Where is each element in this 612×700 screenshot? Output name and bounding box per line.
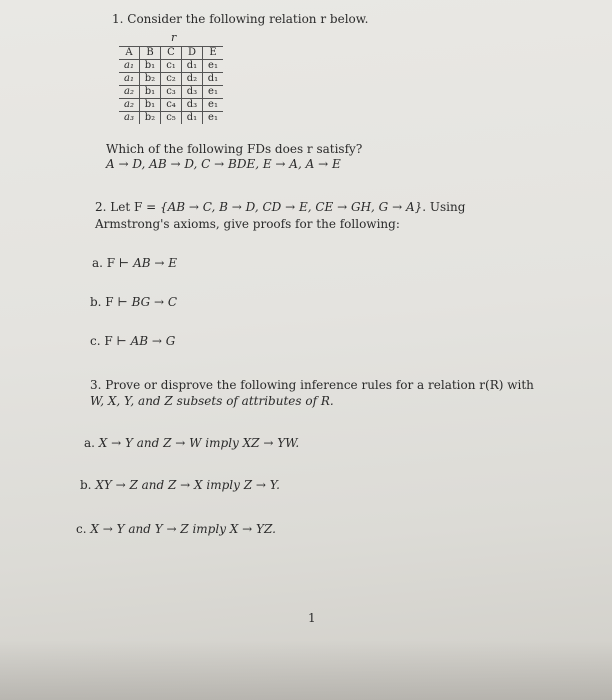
column-header: E	[203, 47, 224, 60]
part-expr: X → Y and Y → Z imply X → YZ.	[90, 522, 276, 536]
table-cell: a₂	[119, 86, 140, 99]
table-cell: b₂	[140, 112, 161, 125]
column-header: D	[182, 47, 203, 60]
part-label: c. F ⊢	[90, 334, 131, 348]
table-cell: d₂	[182, 73, 203, 86]
part-expr: AB → G	[130, 334, 176, 348]
q2-fd-set: {AB → C, B → D, CD → E, CE → GH, G → A}	[159, 200, 423, 214]
table-cell: b₁	[140, 60, 161, 73]
q2-suffix: . Using	[422, 200, 466, 214]
table-cell: e₁	[203, 112, 224, 125]
q3-part-a	[84, 436, 299, 450]
q1-fd-list: A → D, AB → D, C → BDE, E → A, A → E	[106, 157, 341, 171]
part-label: a.	[84, 436, 99, 450]
table-row	[119, 73, 223, 86]
column-header: C	[161, 47, 182, 60]
relation-name: r	[171, 31, 177, 44]
relation-table	[119, 46, 223, 124]
q3-part-b	[80, 478, 280, 492]
table-cell: b₁	[140, 86, 161, 99]
table-row	[119, 86, 223, 99]
table-cell: e₁	[203, 99, 224, 112]
table-cell: e₁	[203, 86, 224, 99]
table-row	[119, 60, 223, 73]
q3-line2: W, X, Y, and Z subsets of attributes of R.	[90, 394, 334, 408]
table-cell: a₂	[119, 99, 140, 112]
table-cell: d₃	[182, 86, 203, 99]
table-cell: a₃	[119, 112, 140, 125]
table-cell: d₁	[182, 112, 203, 125]
table-cell: c₂	[161, 73, 182, 86]
table-cell: d₁	[182, 60, 203, 73]
table-header-row	[119, 47, 223, 60]
q3-part-c	[76, 522, 276, 536]
table-cell: d₁	[203, 73, 224, 86]
table-cell: a₁	[119, 60, 140, 73]
table-cell: c₁	[161, 60, 182, 73]
part-label: c.	[76, 522, 91, 536]
table-cell: c₅	[161, 112, 182, 125]
table-cell: b₁	[140, 99, 161, 112]
column-header: A	[119, 47, 140, 60]
part-expr: AB → E	[133, 256, 177, 270]
part-label: b.	[80, 478, 96, 492]
table-cell: e₁	[203, 60, 224, 73]
q2-part-b	[90, 295, 177, 309]
q1-question: Which of the following FDs does r satisfy?	[106, 142, 363, 156]
photo-shadow	[0, 640, 612, 700]
q2-part-a	[92, 256, 177, 270]
part-expr: BG → C	[131, 295, 178, 309]
table-cell: c₄	[161, 99, 182, 112]
column-header: B	[140, 47, 161, 60]
table-row	[119, 99, 223, 112]
table-cell: d₃	[182, 99, 203, 112]
part-label: b. F ⊢	[90, 295, 132, 309]
table-cell: b₂	[140, 73, 161, 86]
part-expr: X → Y and Z → W imply XZ → YW.	[98, 436, 300, 450]
q3-line1: 3. Prove or disprove the following inference rules for a relation r(R) with	[90, 378, 534, 392]
q2-line1	[95, 200, 465, 214]
part-expr: XY → Z and Z → X imply Z → Y.	[95, 478, 280, 492]
q1-prompt: 1. Consider the following relation r below.	[112, 12, 369, 26]
table-cell: c₃	[161, 86, 182, 99]
table-cell: a₁	[119, 73, 140, 86]
q2-line2: Armstrong's axioms, give proofs for the following:	[95, 217, 400, 231]
table-row	[119, 112, 223, 125]
part-label: a. F ⊢	[92, 256, 134, 270]
page-number: 1	[308, 611, 316, 625]
q2-prefix: 2. Let F =	[95, 200, 160, 214]
q2-part-c	[90, 334, 175, 348]
